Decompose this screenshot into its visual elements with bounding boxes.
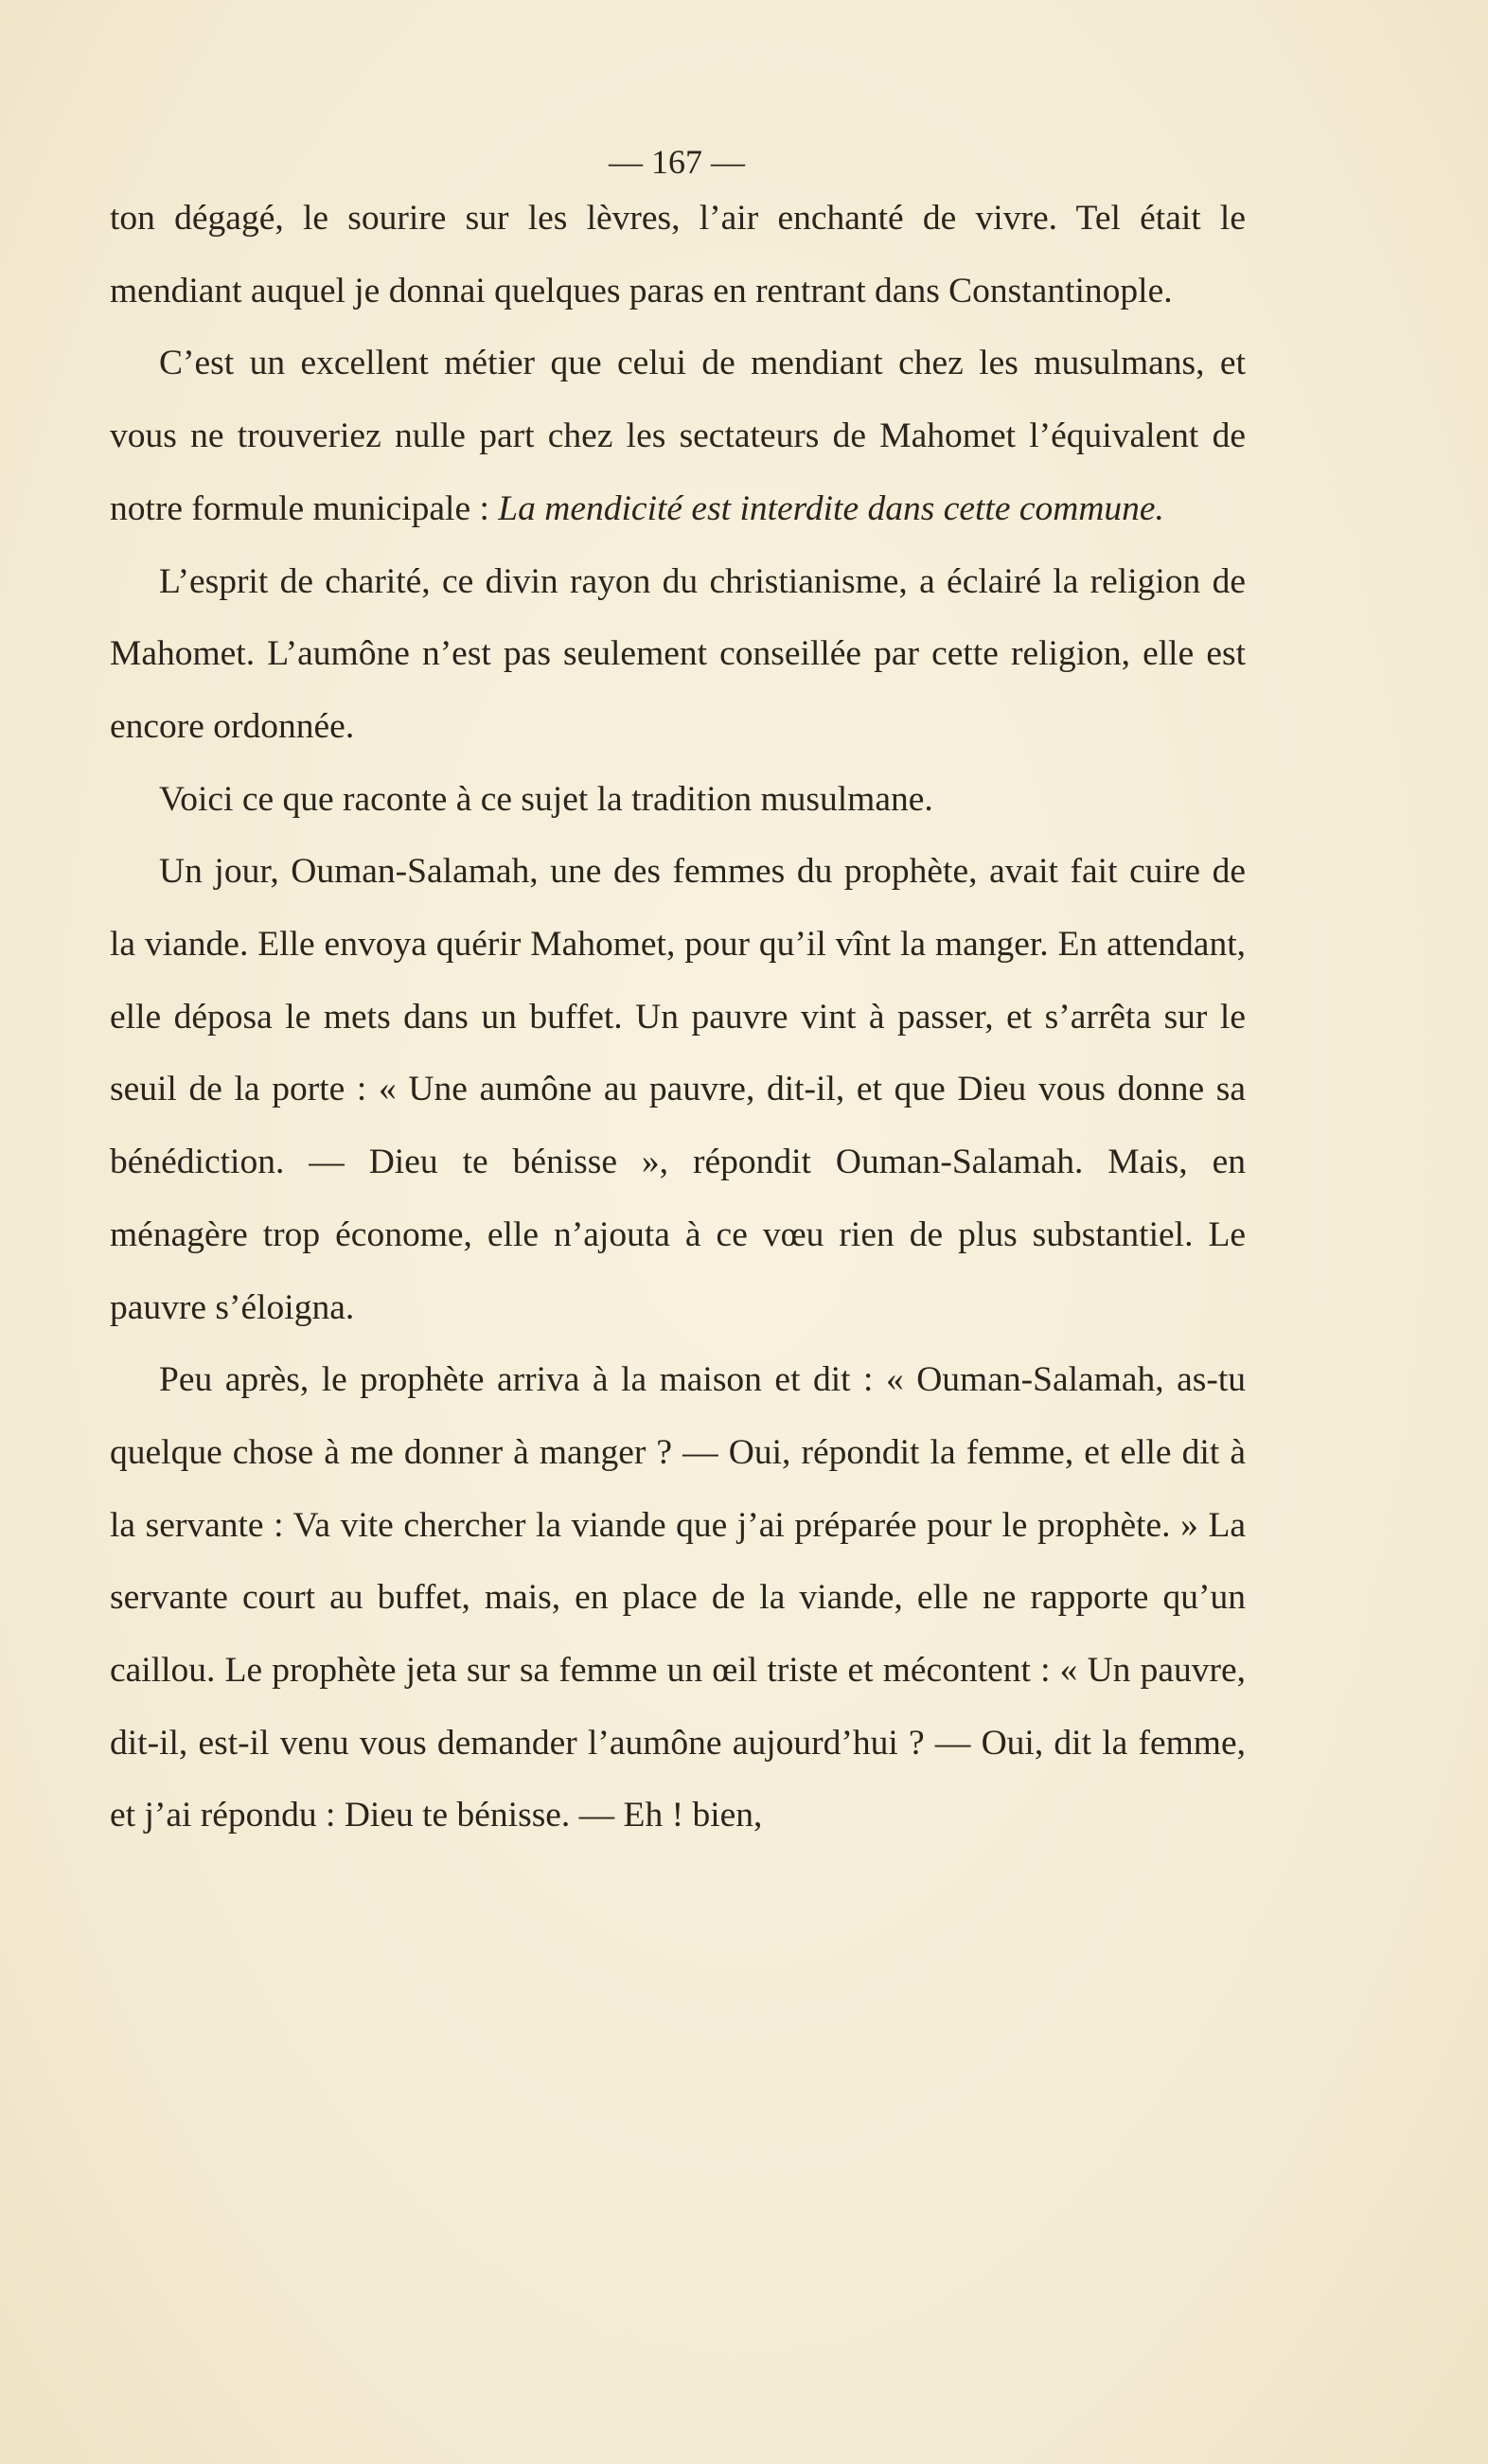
paragraph-3 [110, 546, 1246, 764]
paragraph-6-text: Peu après, le prophète arriva à la maison et dit : « Ouman-Salamah, as-tu quelque chose à me donner à manger ? — Oui, répondit la femme, et elle dit à la servante : Va vite chercher la viande que j’ai préparée pour le prophète. » La servante court au buffet, mais, en place de la viande, elle ne rapporte qu’un caillou. Le prophète jeta sur sa femme un œil triste et mécontent : « Un pauvre, dit-il, est-il venu vous demander l’aumône aujourd’hui ? — Oui, dit la femme, et j’ai répondu : Dieu te bénisse. — Eh ! bien, [110, 1360, 1246, 1835]
paragraph-2 [110, 328, 1246, 545]
paragraph-5 [110, 836, 1246, 1344]
paragraph-4-text: Voici ce que raconte à ce sujet la tradition musulmane. [159, 779, 933, 819]
paragraph-2-text: C’est un excellent métier que celui de mendiant chez les musulmans, et vous ne trouveriez nulle part chez les sectateurs de Mahomet l’équivalent de notre formule municipale : [110, 344, 1246, 528]
paragraph-1 [110, 183, 1246, 328]
paragraph-1-text: ton dégagé, le sourire sur les lèvres, l’air enchanté de vivre. Tel était le mendiant auquel je donnai quelques paras en rentrant dans Constantinople. [110, 199, 1246, 310]
paragraph-3-text: L’esprit de charité, ce divin rayon du christianisme, a éclairé la religion de Mahomet. L’aumône n’est pas seulement conseillée par cette religion, elle est encore ordonnée. [110, 561, 1246, 746]
paragraph-6 [110, 1344, 1246, 1852]
body-text [110, 183, 1246, 1852]
paragraph-2-italic-quote: La mendicité est interdite dans cette commune. [498, 488, 1164, 528]
paragraph-5-text: Un jour, Ouman-Salamah, une des femmes du prophète, avait fait cuire de la viande. Elle envoya quérir Mahomet, pour qu’il vînt la manger. En attendant, elle déposa le mets dans un buffet. Un pauvre vint à passer, et s’arrêta sur le seuil de la porte : « Une aumône au pauvre, dit-il, et que Dieu vous donne sa bénédiction. — Dieu te bénisse », répondit Ouman-Salamah. Mais, en ménagère trop économe, elle n’ajouta à ce vœu rien de plus substantiel. Le pauvre s’éloigna. [110, 852, 1246, 1327]
paragraph-4 [110, 764, 1246, 837]
page-number: — 167 — [609, 143, 745, 181]
